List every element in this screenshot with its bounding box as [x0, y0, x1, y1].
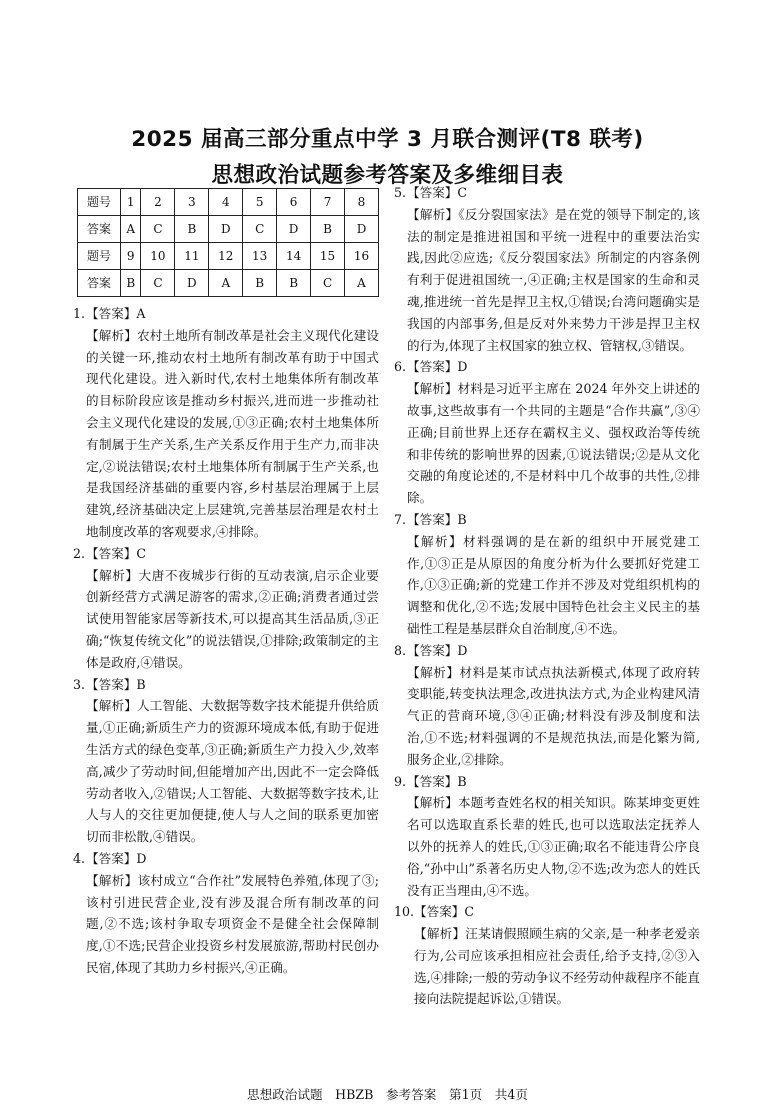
explanation: 【解析】材料强调的是在新的组织中开展党建工作,①③正是从原因的角度分析为什么要抓好党建工作,①③正确;新的党建工作并不涉及对党组织机构的调整和优化,②不选;发展中国特色社会主义民主的基础性工程是基层群众自治制度,④不选。: [407, 533, 700, 636]
table-cell: B: [175, 216, 209, 243]
table-cell: 2: [141, 189, 175, 216]
table-cell: C: [311, 270, 345, 297]
answer-label: 【答案】C: [407, 185, 468, 200]
question-number: 2.: [73, 545, 86, 561]
table-cell: 8: [345, 189, 379, 216]
table-cell: 4: [209, 189, 243, 216]
question-number: 3.: [73, 676, 86, 692]
explanation: 【解析】人工智能、大数据等数字技术能提升供给质量,①正确;新质生产力的资源环境成本低,有助于促进生活方式的绿色变革,③正确;新质生产力投入少,效率高,减少了劳动时间,但能增加产出,因此不一定会降低劳动者收入,②错误;人工智能、大数据等数字技术,让人与人的交往更加便捷,使人与人之间的联系更加密切而非松散,④错误。: [86, 698, 379, 845]
table-cell: 14: [277, 243, 311, 270]
question-number: 6.: [394, 359, 407, 375]
question-10: [394, 901, 700, 1010]
table-cell: C: [141, 216, 175, 243]
question-1: [73, 303, 379, 543]
table-row: [78, 243, 379, 270]
explanation: 【解析】大唐不夜城步行街的互动表演,启示企业要创新经营方式满足游客的需求,②正确;消费者通过尝试使用智能家居等新技术,可以提高其生活品质,③正确;“恢复传统文化”的说法错误,①排除;政策制定的主体是政府,④错误。: [86, 567, 379, 670]
question-number: 9.: [394, 773, 407, 789]
table-cell: D: [277, 216, 311, 243]
table-cell: 6: [277, 189, 311, 216]
table-cell: 11: [175, 243, 209, 270]
table-cell: 9: [121, 243, 141, 270]
question-7: [394, 509, 700, 640]
table-row: [78, 189, 379, 216]
question-4: [73, 848, 379, 979]
table-cell: D: [175, 270, 209, 297]
answer-label: 【答案】C: [414, 904, 475, 920]
question-number: 5.: [394, 185, 407, 200]
answer-label: 【答案】B: [86, 676, 146, 692]
question-8: [394, 640, 700, 771]
question-3: [73, 674, 379, 848]
answer-label: 【答案】D: [86, 850, 147, 866]
page-footer: 思想政治试题 HBZB 参考答案 第1页 共4页: [247, 1087, 528, 1102]
table-cell: D: [345, 216, 379, 243]
table-cell: 1: [121, 189, 141, 216]
table-row: [78, 270, 379, 297]
question-number: 1.: [73, 306, 86, 321]
answer-label: 【答案】B: [407, 773, 467, 789]
table-cell: 题号: [78, 243, 121, 270]
page-title: 2025 届高三部分重点中学 3 月联合测评(T8 联考): [131, 127, 644, 152]
table-cell: B: [277, 270, 311, 297]
question-number: 7.: [394, 511, 407, 527]
explanation: 【解析】材料是某市试点执法新模式,体现了政府转变职能,转变执法理念,改进执法方式,为企业构建风清气正的营商环境,③④正确;材料没有涉及制度和法治,①不选;材料强调的不是规范执法,而是化繁为简,服务企业,②排除。: [407, 664, 700, 767]
page-subtitle: 思想政治试题参考答案及多维细目表: [211, 163, 564, 188]
table-cell: A: [345, 270, 379, 297]
answer-label: 【答案】B: [407, 511, 467, 527]
left-column: [73, 303, 379, 979]
table-cell: B: [121, 270, 141, 297]
right-column: [394, 182, 700, 1010]
answer-label: 【答案】D: [407, 642, 468, 658]
question-number: 4.: [73, 850, 86, 866]
table-cell: 答案: [78, 270, 121, 297]
table-cell: B: [311, 216, 345, 243]
table-cell: C: [243, 216, 277, 243]
table-cell: 13: [243, 243, 277, 270]
answer-table: [77, 188, 379, 297]
table-cell: C: [141, 270, 175, 297]
table-cell: D: [209, 216, 243, 243]
table-cell: 3: [175, 189, 209, 216]
question-2: [73, 543, 379, 674]
table-cell: 题号: [78, 189, 121, 216]
table-cell: 答案: [78, 216, 121, 243]
table-cell: A: [209, 270, 243, 297]
explanation: 【解析】农村土地所有制改革是社会主义现代化建设的关键一环,推动农村土地所有制改革有助于中国式现代化建设。进入新时代,农村土地集体所有制改革的目标阶段应该是推动乡村振兴,进而进一步推动社会主义现代化建设的发展,①③正确;农村土地集体所有制属于生产关系,生产关系反作用于生产力,而非决定,②说法错误;农村土地集体所有制属于生产关系,也是我国经济基础的重要内容,乡村基层治理属于上层建筑,经济基础决定上层建筑,完善基层治理是农村土地制度改革的客观要求,④排除。: [86, 327, 379, 539]
answer-label: 【答案】C: [86, 545, 147, 561]
question-number: 8.: [394, 642, 407, 658]
table-cell: 7: [311, 189, 345, 216]
table-row: [78, 216, 379, 243]
explanation: 【解析】汪某请假照顾生病的父亲,是一种孝老爱亲行为,公司应该承担相应社会责任,给予支持,②③入选,④排除;一般的劳动争议不经劳动仲裁程序不能直接向法院提起诉讼,①错误。: [414, 926, 700, 1007]
answer-label: 【答案】A: [86, 306, 146, 321]
answer-label: 【答案】D: [407, 359, 468, 375]
table-cell: B: [243, 270, 277, 297]
table-cell: 5: [243, 189, 277, 216]
explanation: 【解析】《反分裂国家法》是在党的领导下制定的,该法的制定是推进祖国和平统一进程中的重要法治实践,因此②应选;《反分裂国家法》所制定的内容条例有利于促进祖国统一,④正确;主权是国家的生命和灵魂,推进统一首先是捍卫主权,①错误;台湾问题确实是我国的内部事务,但是反对外来势力干涉是捍卫主权的行为,体现了主权国家的独立权、管辖权,③错误。: [407, 206, 700, 353]
question-5: [394, 182, 700, 356]
explanation: 【解析】本题考查姓名权的相关知识。陈某坤变更姓名可以选取直系长辈的姓氏,也可以选取法定抚养人以外的抚养人的姓氏,①③正确;取名不能违背公序良俗,“孙中山”系著名历史人物,②不选;改为恋人的姓氏没有正当理由,④不选。: [407, 795, 700, 898]
table-cell: 15: [311, 243, 345, 270]
table-cell: 16: [345, 243, 379, 270]
table-cell: 10: [141, 243, 175, 270]
explanation: 【解析】材料是习近平主席在 2024 年外交上讲述的故事,这些故事有一个共同的主题是“合作共赢”,③④正确;目前世界上还存在霸权主义、强权政治等传统和非传统的影响世界的因素,①说法错误;②是从文化交融的角度论述的,不是材料中几个故事的共性,②排除。: [407, 381, 700, 506]
explanation: 【解析】该村成立“合作社”发展特色养殖,体现了③;该村引进民营企业,没有涉及混合所有制改革的问题,②不选;该村争取专项资金不是健全社会保障制度,①不选;民营企业投资乡村发展旅游,帮助村民创办民宿,体现了其助力乡村振兴,④正确。: [86, 872, 379, 975]
question-9: [394, 771, 700, 902]
question-6: [394, 356, 700, 509]
table-cell: 12: [209, 243, 243, 270]
question-number: 10.: [394, 904, 415, 920]
table-cell: A: [121, 216, 141, 243]
